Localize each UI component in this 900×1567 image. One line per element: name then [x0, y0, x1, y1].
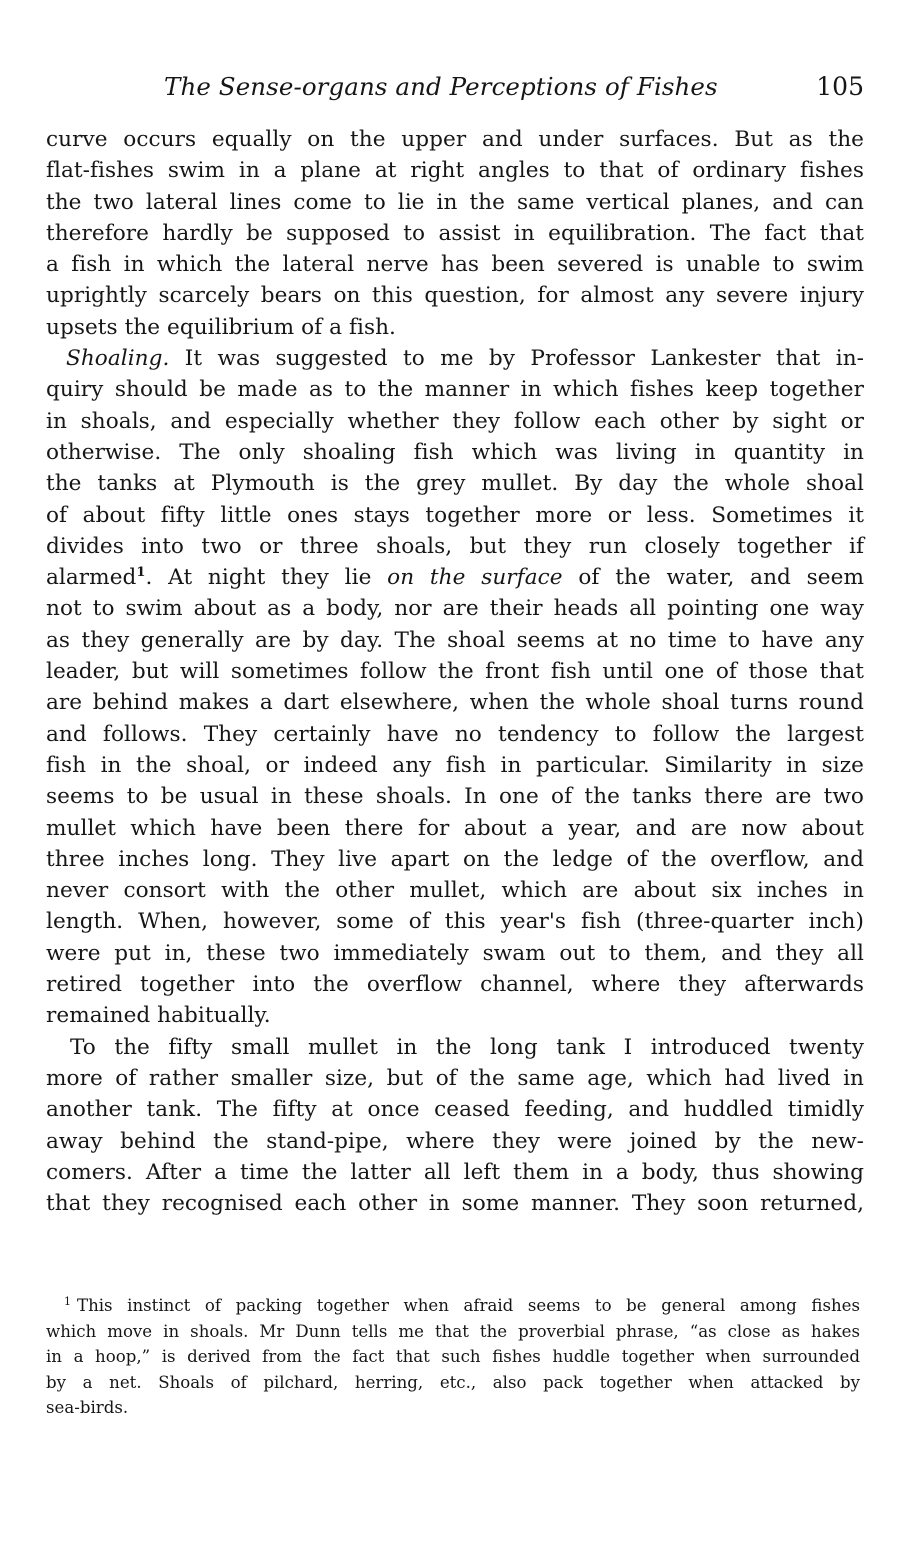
text-line: upsets the equilibrium of a fish. [46, 314, 396, 340]
text-fragment: . At night they lie [145, 565, 388, 591]
text-line: remained habitually. [46, 1003, 271, 1029]
text-line: as they generally are by day. The shoal seems at no time to have any [46, 627, 864, 653]
paragraph-opening-line: To the fifty small mullet in the long tank I introduced twenty [70, 1034, 864, 1060]
footnote-line: by a net. Shoals of pilchard, herring, etc., also pack together when attacked by [46, 1372, 860, 1392]
text-line: the two lateral lines come to lie in the same vertical planes, and can [46, 189, 864, 215]
body-text [46, 124, 864, 1219]
text-line: length. When, however, some of this year's fish (three-quarter inch) [46, 909, 864, 935]
running-title: The Sense-organs and Perceptions of Fishes [164, 72, 718, 101]
text-line: in shoals, and especially whether they follow each other by sight or [46, 408, 864, 434]
text-line: away behind the stand-pipe, where they were joined by the new- [46, 1128, 864, 1154]
running-head [46, 70, 864, 106]
text-line: divides into two or three shoals, but they run closely together if [46, 533, 864, 559]
italic-phrase: on the surface [387, 565, 563, 591]
text-line: leader, but will sometimes follow the front fish until one of those that [46, 659, 864, 685]
text-fragment: It was suggested to me by Professor Lankester that in- [169, 346, 864, 372]
text-line: three inches long. They live apart on the ledge of the overflow, and [46, 846, 864, 872]
text-line: never consort with the other mullet, which are about six inches in [46, 878, 864, 904]
text-line: fish in the shoal, or indeed any fish in particular. Similarity in size [46, 752, 864, 778]
text-line: are behind makes a dart elsewhere, when the whole shoal turns round [46, 690, 864, 716]
text-line-with-footnote-ref [46, 562, 864, 593]
text-line: uprightly scarcely bears on this question, for almost any severe injury [46, 283, 864, 309]
text-line: comers. After a time the latter all left them in a body, thus showing [46, 1159, 864, 1185]
text-line: flat-fishes swim in a plane at right angles to that of ordinary fishes [46, 158, 864, 184]
section-heading-shoaling: Shoaling. [66, 346, 170, 372]
text-line: of about fifty little ones stays together more or less. Sometimes it [46, 502, 864, 528]
footnote-line: in a hoop,” is derived from the fact that such fishes huddle together when surrounded [46, 1347, 860, 1366]
text-line: curve occurs equally on the upper and under surfaces. But as the [46, 127, 864, 152]
text-line: retired together into the overflow channel, where they afterwards [46, 972, 864, 998]
text-line: and follows. They certainly have no tendency to follow the largest [46, 721, 864, 747]
footnote-line [46, 1293, 860, 1319]
text-line: quiry should be made as to the manner in which fishes keep together [46, 377, 864, 403]
footnote [46, 1293, 860, 1421]
footnote-reference: 1 [136, 565, 146, 581]
text-line: a fish in which the lateral nerve has been severed is unable to swim [46, 252, 864, 278]
text-line: the tanks at Plymouth is the grey mullet. By day the whole shoal [46, 471, 864, 497]
paragraph-opening-line [46, 343, 864, 374]
footnote-mark: 1 [64, 1295, 71, 1308]
text-line: mullet which have been there for about a year, and are now about [46, 815, 864, 841]
text-fragment: alarmed [46, 565, 137, 591]
text-fragment: This instinct of packing together when afraid seems to be general among fishes [77, 1296, 860, 1315]
text-line: were put in, these two immediately swam out to them, and they all [46, 940, 864, 966]
text-line: not to swim about as a body, nor are their heads all pointing one way [46, 596, 864, 622]
text-fragment: of the water, and seem [562, 565, 864, 591]
text-line: otherwise. The only shoaling fish which was living in quantity in [46, 439, 864, 465]
text-line: more of rather smaller size, but of the same age, which had lived in [46, 1065, 864, 1091]
footnote-line: which move in shoals. Mr Dunn tells me that the proverbial phrase, “as close as hakes [46, 1321, 860, 1341]
text-line: seems to be usual in these shoals. In one of the tanks there are two [46, 784, 864, 810]
text-line: that they recognised each other in some manner. They soon returned, [46, 1191, 864, 1217]
text-line: another tank. The fifty at once ceased feeding, and huddled timidly [46, 1097, 864, 1123]
footnote-line: sea-birds. [46, 1398, 129, 1417]
text-line: therefore hardly be supposed to assist in equilibration. The fact that [46, 220, 864, 246]
page-number: 105 [816, 72, 864, 101]
